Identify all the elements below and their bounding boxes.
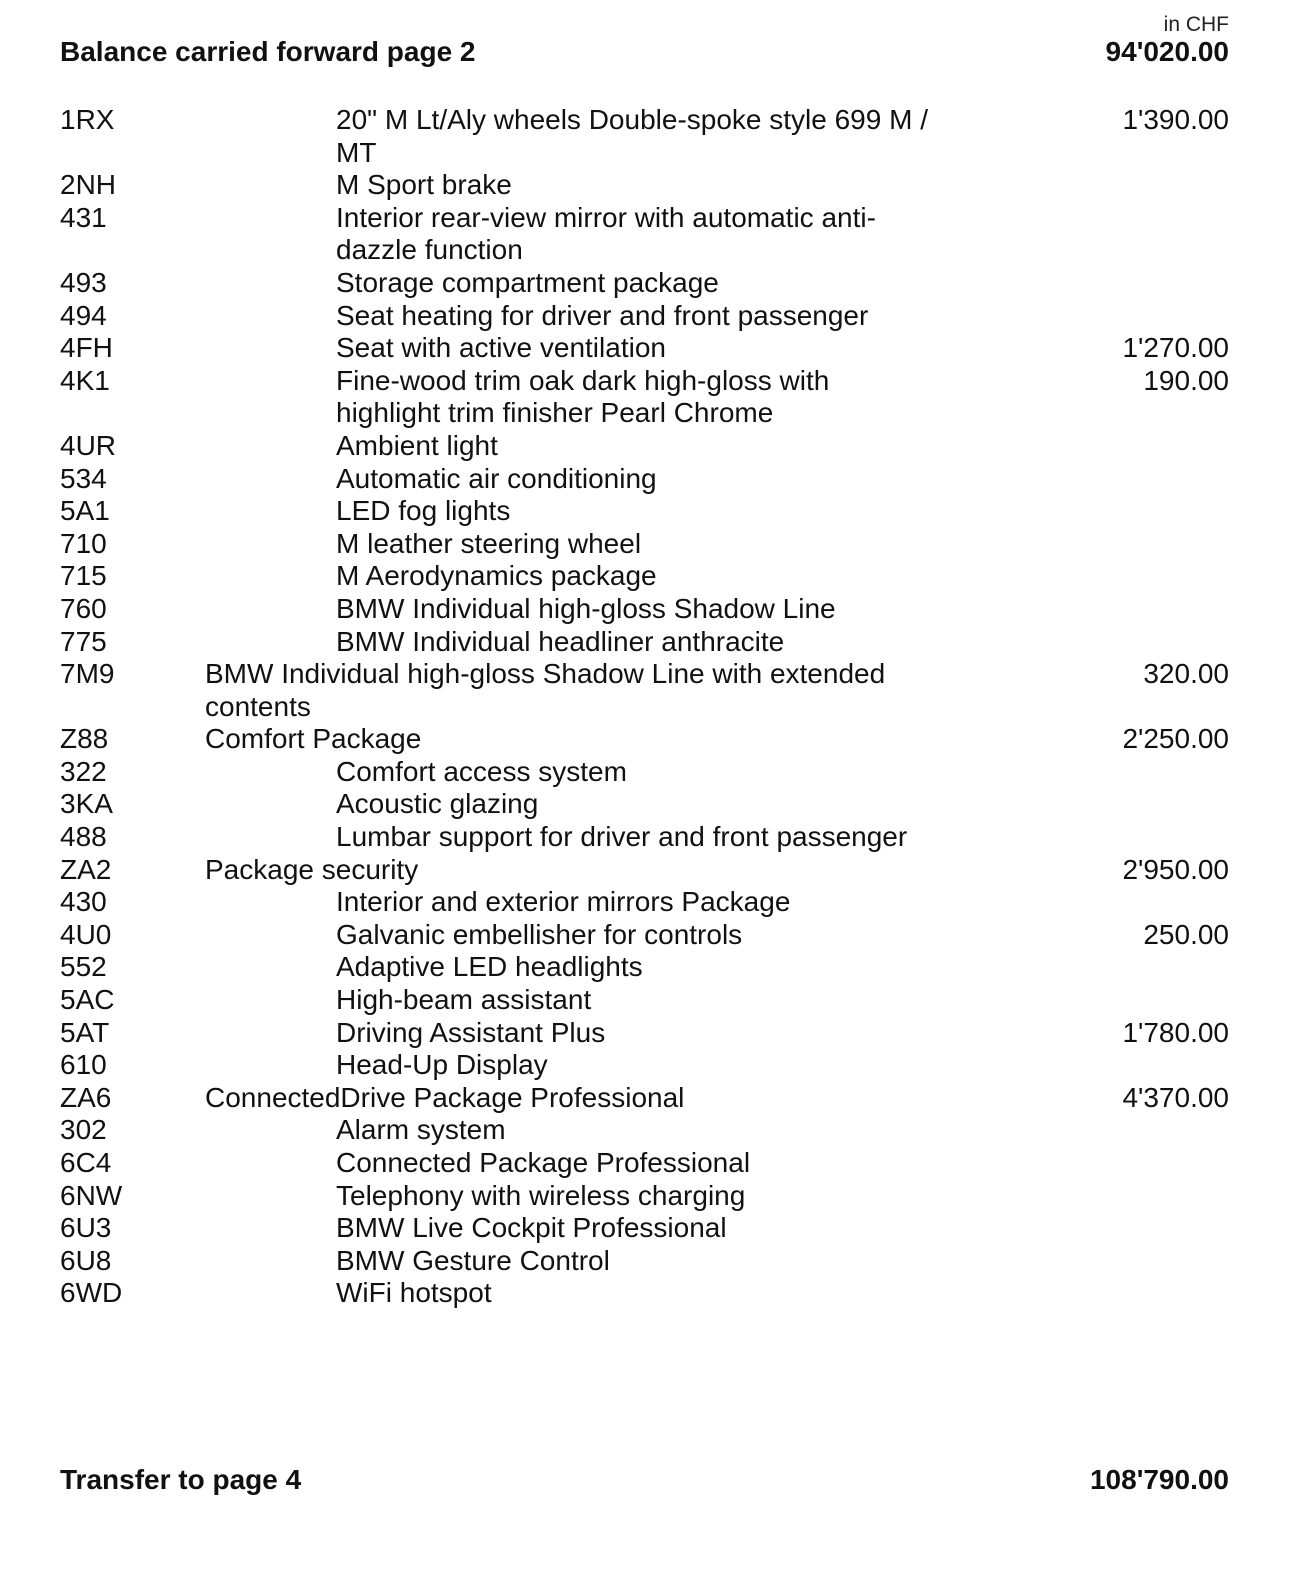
option-description: Driving Assistant Plus: [336, 1016, 606, 1048]
balance-carried-forward-amount: 94'020.00: [1105, 36, 1229, 67]
option-price: 2'250.00: [1122, 723, 1229, 755]
option-code: 715: [60, 560, 107, 592]
option-code: 610: [60, 1049, 107, 1081]
option-price: [1049, 1277, 1229, 1310]
transfer-amount: 108'790.00: [1089, 1464, 1229, 1495]
option-code: 760: [60, 592, 107, 624]
option-price: [1049, 300, 1229, 333]
option-price: [1049, 463, 1229, 496]
option-description: Seat with active ventilation: [336, 332, 666, 364]
option-description: BMW Gesture Control: [336, 1244, 610, 1276]
option-description: Head-Up Display: [336, 1049, 548, 1081]
option-code: 6C4: [60, 1147, 112, 1178]
option-price: [1049, 626, 1229, 659]
option-code: 552: [60, 951, 107, 983]
option-code: 430: [60, 886, 107, 918]
option-description: Interior and exterior mirrors Package: [336, 886, 791, 918]
option-code: 302: [60, 1114, 107, 1146]
option-code: 2NH: [60, 169, 117, 201]
option-code: Z88: [60, 723, 109, 755]
line-item-row: [60, 723, 1229, 756]
line-item-row: [60, 430, 1229, 463]
option-price: 1'390.00: [1122, 104, 1229, 135]
option-description: Acoustic glazing: [336, 788, 539, 820]
option-price: [1049, 495, 1229, 528]
option-price: [1049, 756, 1229, 789]
line-item-row: [60, 626, 1229, 659]
line-item-row: [60, 267, 1229, 300]
option-description: WiFi hotspot: [336, 1277, 492, 1309]
option-code: 4U0: [60, 918, 112, 950]
option-code: 4FH: [60, 332, 113, 364]
option-description: M Sport brake: [336, 169, 512, 201]
line-item-row: [60, 1049, 1229, 1082]
option-description: High-beam assistant: [336, 984, 592, 1016]
option-code: 6U3: [60, 1212, 112, 1244]
line-item-row: [60, 1180, 1229, 1213]
option-description: Storage compartment package: [336, 266, 719, 298]
option-code: ZA6: [60, 1081, 112, 1113]
option-code: 3KA: [60, 788, 113, 820]
option-code: 6U8: [60, 1244, 112, 1276]
option-price: [1049, 1180, 1229, 1213]
line-item-row: [60, 463, 1229, 496]
option-price: [1049, 1245, 1229, 1278]
line-item-row: [60, 756, 1229, 789]
option-description: BMW Live Cockpit Professional: [336, 1212, 727, 1244]
line-item-row: [60, 919, 1229, 952]
option-price: 2'950.00: [1122, 853, 1229, 885]
option-description: LED fog lights: [336, 495, 511, 527]
option-code: 5A1: [60, 495, 110, 527]
option-price: 250.00: [1143, 918, 1229, 950]
line-item-row: [60, 169, 1229, 202]
line-item-row: [60, 202, 1229, 267]
line-item-row: [60, 560, 1229, 593]
line-item-row: [60, 495, 1229, 528]
option-description: Automatic air conditioning: [336, 462, 657, 494]
option-description: Comfort access system: [336, 755, 627, 787]
line-item-row: [60, 1212, 1229, 1245]
option-description: 20" M Lt/Aly wheels Double-spoke style 699 M / MT: [336, 104, 928, 168]
line-item-row: [60, 332, 1229, 365]
line-item-row: [60, 821, 1229, 854]
option-price: [1049, 1212, 1229, 1245]
option-description: Fine-wood trim oak dark high-gloss with highlight trim finisher Pearl Chrome: [336, 364, 830, 429]
option-description: Galvanic embellisher for controls: [336, 918, 743, 950]
option-description: BMW Individual headliner anthracite: [336, 625, 785, 657]
line-item-row: [60, 854, 1229, 887]
line-item-row: [60, 886, 1229, 919]
option-code: 4K1: [60, 364, 110, 396]
option-code: 322: [60, 755, 107, 787]
option-price: [1049, 202, 1229, 267]
option-description: Alarm system: [336, 1114, 506, 1146]
option-code: 710: [60, 527, 107, 559]
transfer-label: Transfer to page 4: [60, 1464, 302, 1495]
option-price: 1'270.00: [1122, 332, 1229, 364]
line-item-row: [60, 1245, 1229, 1278]
option-price: [1049, 593, 1229, 626]
option-code: 488: [60, 821, 107, 853]
line-item-row: [60, 951, 1229, 984]
option-code: 6NW: [60, 1179, 123, 1211]
line-item-row: [60, 300, 1229, 333]
option-code: 534: [60, 462, 107, 494]
option-price: [1049, 430, 1229, 463]
option-price: [1049, 951, 1229, 984]
line-item-row: [60, 593, 1229, 626]
option-description: Comfort Package: [205, 723, 422, 755]
option-description: BMW Individual high-gloss Shadow Line with extended contents: [205, 658, 886, 722]
option-description: Seat heating for driver and front passenger: [336, 299, 869, 331]
option-description: Lumbar support for driver and front passenger: [336, 821, 908, 853]
option-description: M Aerodynamics package: [336, 560, 657, 592]
option-description: Connected Package Professional: [336, 1147, 751, 1178]
option-code: 494: [60, 299, 107, 331]
option-price: [1049, 1114, 1229, 1147]
option-description: BMW Individual high-gloss Shadow Line: [336, 592, 836, 624]
line-item-row: [60, 104, 1229, 169]
currency-label: in CHF: [1163, 13, 1229, 36]
option-code: 5AT: [60, 1016, 110, 1048]
option-price: 4'370.00: [1122, 1081, 1229, 1113]
option-price: [1049, 984, 1229, 1017]
transfer-row: [60, 1464, 1229, 1496]
line-item-row: [60, 1277, 1229, 1310]
option-price: [1049, 560, 1229, 593]
option-code: 7M9: [60, 658, 115, 690]
option-description: Telephony with wireless charging: [336, 1179, 746, 1211]
option-code: 6WD: [60, 1277, 123, 1309]
line-item-row: [60, 365, 1229, 430]
option-price: [1049, 886, 1229, 919]
option-code: ZA2: [60, 853, 112, 885]
option-code: 775: [60, 625, 107, 657]
balance-carried-forward-label: Balance carried forward page 2: [60, 36, 476, 67]
balance-carried-forward-row: [60, 36, 1229, 68]
line-item-row: [60, 984, 1229, 1017]
option-code: 5AC: [60, 984, 115, 1016]
option-code: 1RX: [60, 104, 115, 135]
option-price: [1049, 821, 1229, 854]
line-item-row: [60, 788, 1229, 821]
option-code: 431: [60, 201, 107, 233]
option-code: 4UR: [60, 429, 117, 461]
option-price: [1049, 528, 1229, 561]
line-item-row: [60, 528, 1229, 561]
option-price: [1049, 1147, 1229, 1180]
line-item-row: [60, 658, 1229, 723]
option-price: [1049, 1049, 1229, 1082]
option-price: [1049, 788, 1229, 821]
line-item-row: [60, 1147, 1229, 1180]
option-description: M leather steering wheel: [336, 527, 642, 559]
option-description: ConnectedDrive Package Professional: [205, 1081, 685, 1113]
line-item-row: [60, 1114, 1229, 1147]
option-description: Interior rear-view mirror with automatic anti-dazzle function: [336, 201, 876, 266]
option-price: 1'780.00: [1122, 1016, 1229, 1048]
line-item-row: [60, 1017, 1229, 1050]
option-description: Ambient light: [336, 429, 498, 461]
line-items-list: [60, 104, 1229, 1310]
option-price: [1049, 169, 1229, 202]
line-item-row: [60, 1082, 1229, 1115]
option-price: 190.00: [1143, 364, 1229, 396]
option-code: 493: [60, 266, 107, 298]
option-description: Adaptive LED headlights: [336, 951, 643, 983]
option-description: Package security: [205, 853, 419, 885]
option-price: [1049, 267, 1229, 300]
option-price: 320.00: [1143, 658, 1229, 690]
